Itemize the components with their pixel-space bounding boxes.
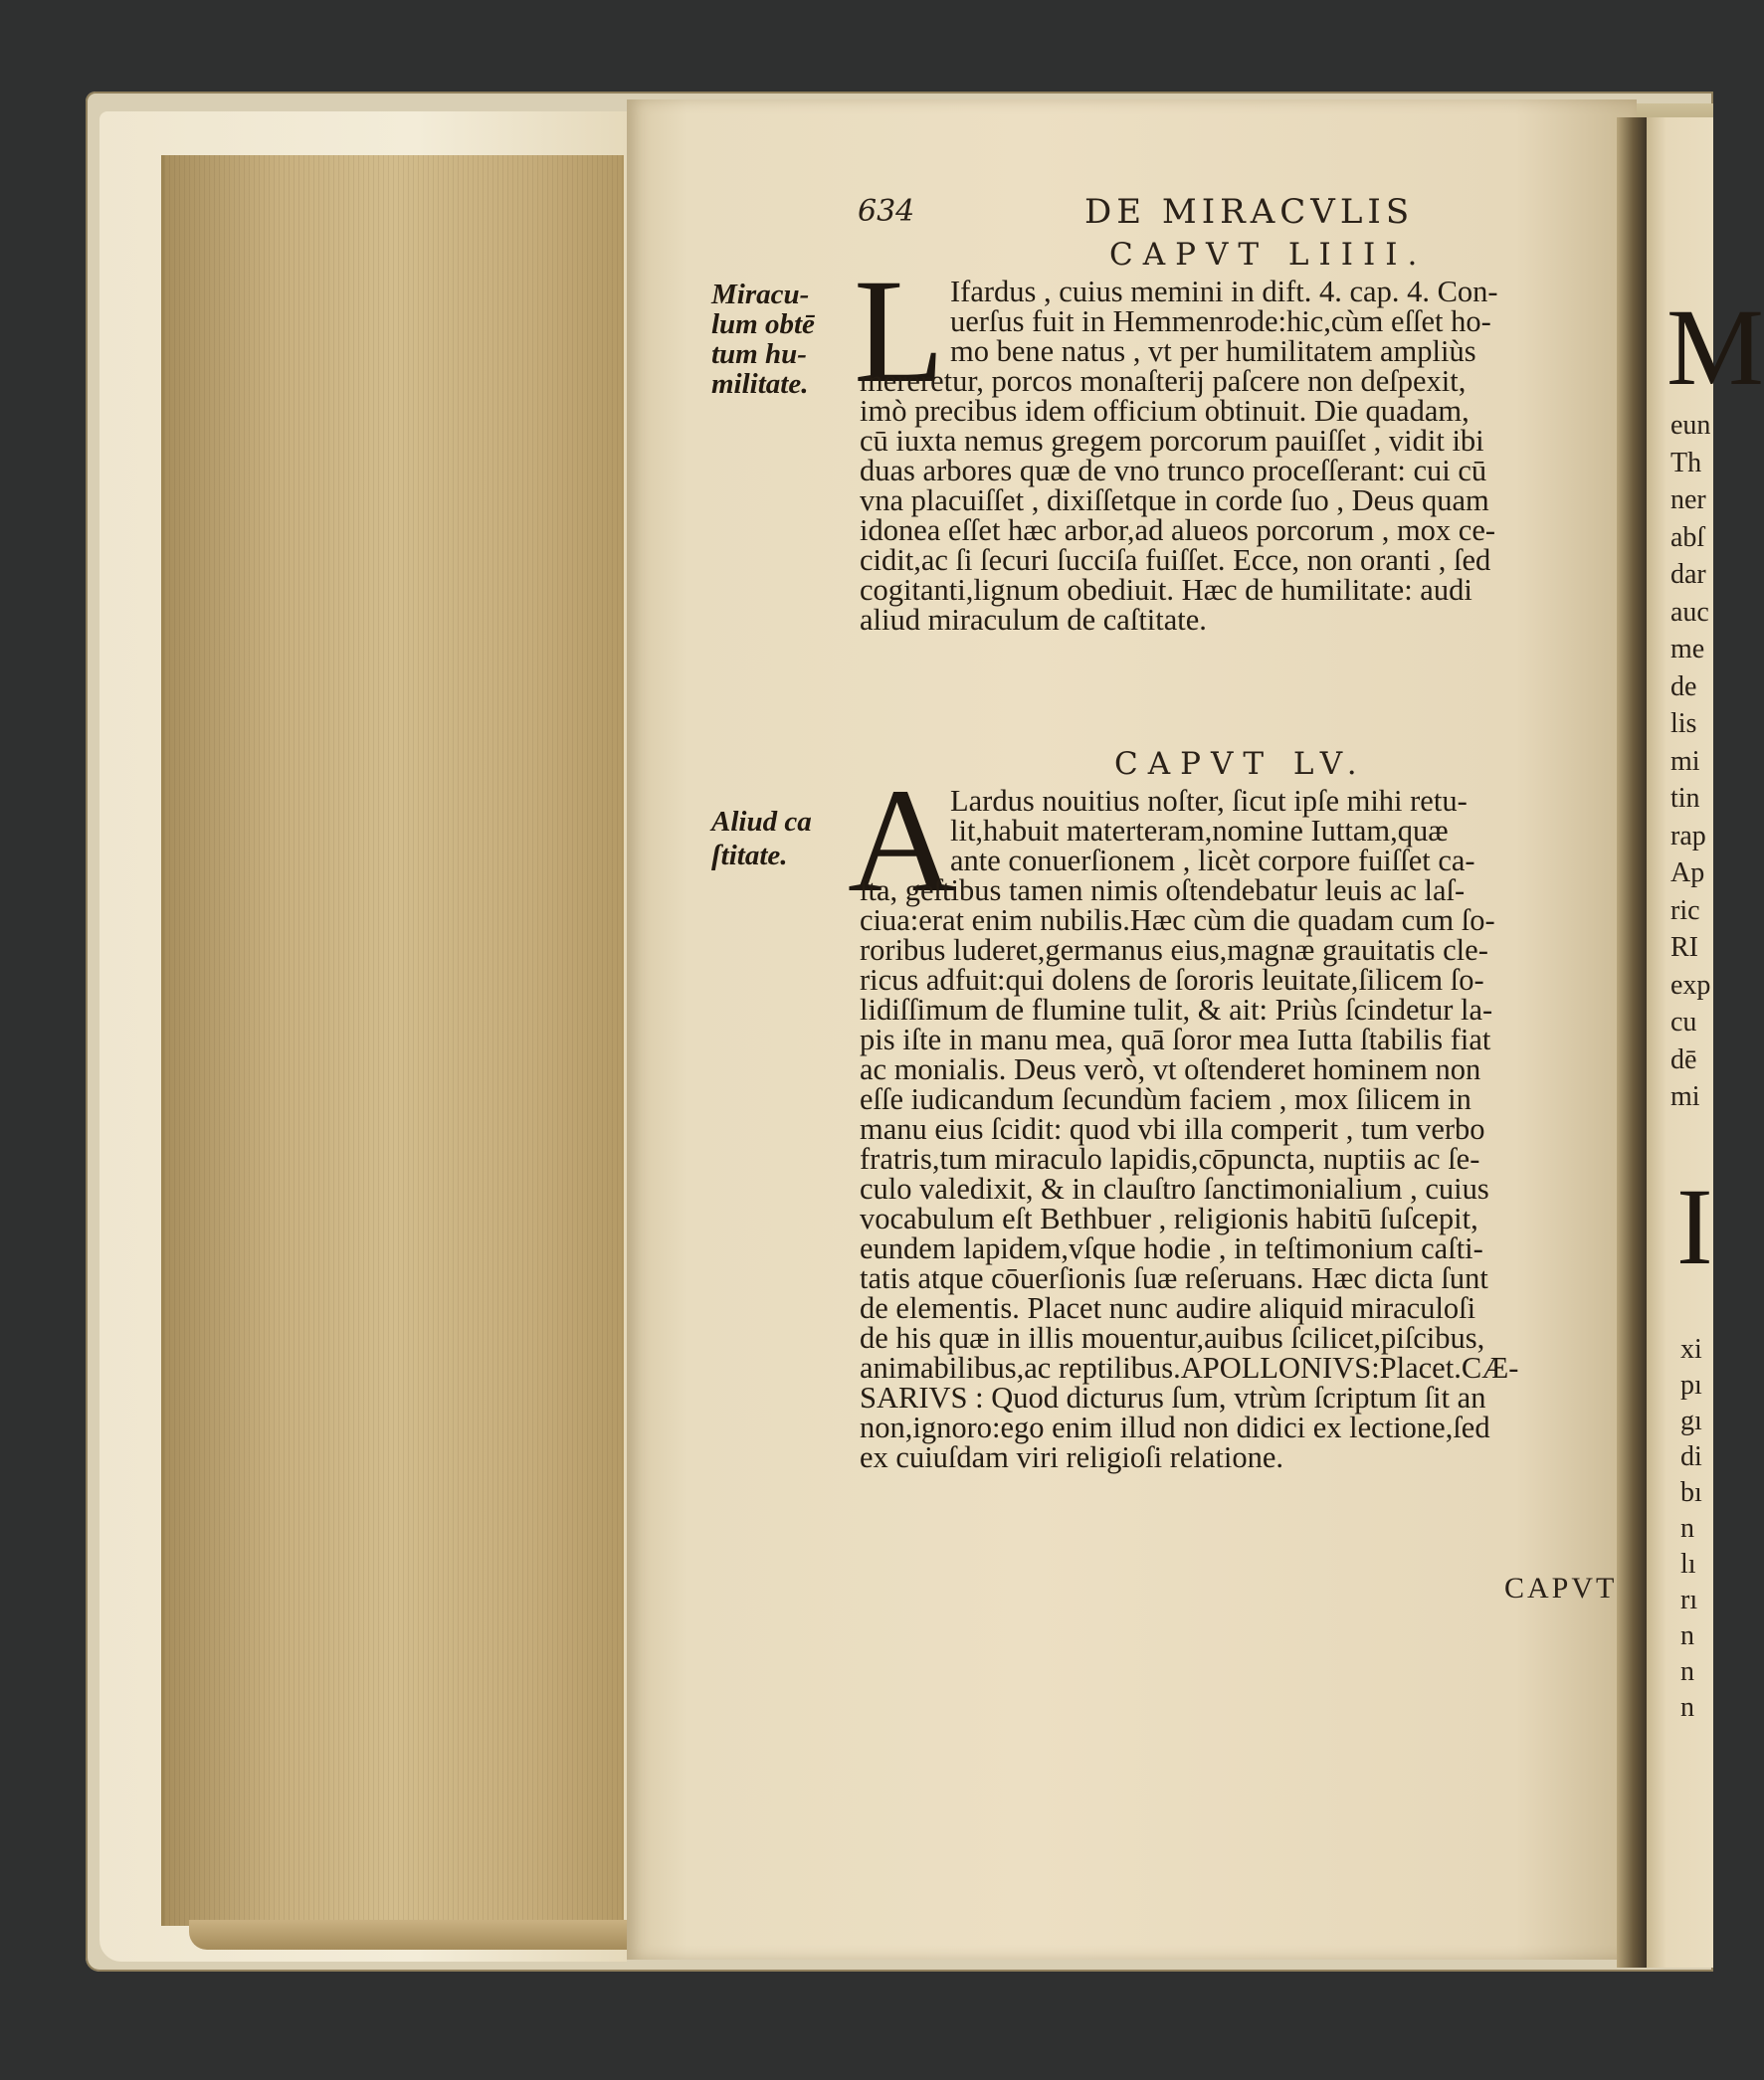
- facing-text-fragment: rı: [1680, 1585, 1698, 1615]
- facing-text-fragment: auc: [1670, 596, 1709, 628]
- running-title: DE MIRACVLIS: [1084, 192, 1415, 232]
- page-number: 634: [858, 194, 915, 229]
- facing-page: [1647, 117, 1764, 1968]
- facing-text-fragment: lis: [1670, 708, 1697, 739]
- facing-text-fragment: mi: [1670, 745, 1700, 777]
- facing-text-fragment: pı: [1680, 1370, 1702, 1401]
- text-line: ciua:erat enim nubilis.Hæc cùm die quadam cum ſo-: [860, 903, 1495, 937]
- facing-text-fragment: tin: [1670, 783, 1700, 814]
- drop-cap: L: [854, 249, 945, 414]
- text-line: duas arbores quæ de vno trunco proceſſerant: cui cū: [860, 454, 1487, 487]
- text-line: mereretur, porcos monaſterij paſcere non deſpexit,: [860, 364, 1467, 398]
- text-line: idonea eſſet hæc arbor,ad alueos porcorum , mox ce-: [860, 513, 1496, 547]
- facing-text-fragment: n: [1680, 1513, 1694, 1544]
- facing-text-fragment: n: [1680, 1692, 1694, 1723]
- facing-text-fragment: de: [1670, 670, 1697, 702]
- facing-text-fragment: rap: [1670, 820, 1706, 851]
- text-line: mo bene natus , vt per humilitatem ampliùs: [950, 334, 1476, 368]
- chapter-heading: CAPVT LV.: [1114, 746, 1367, 782]
- facing-drop-cap: I: [1676, 1166, 1713, 1287]
- text-line: aliud miraculum de caſtitate.: [860, 603, 1207, 637]
- facing-drop-cap: M: [1666, 286, 1764, 408]
- margin-note-line: tum hu-: [711, 338, 807, 370]
- facing-text-fragment: di: [1680, 1441, 1702, 1472]
- text-line: Lardus nouitius noſter, ſicut ipſe mihi retu-: [950, 784, 1468, 818]
- facing-text-fragment: n: [1680, 1620, 1694, 1651]
- facing-text-fragment: gı: [1680, 1406, 1702, 1436]
- facing-text-fragment: dar: [1670, 559, 1706, 590]
- text-line: de elementis. Placet nunc audire aliquid miraculoſi: [860, 1291, 1476, 1325]
- text-line: Ifardus , cuius memini in dift. 4. cap. 4. Con-: [950, 275, 1498, 308]
- text-line: animabilibus,ac reptilibus.APOLLONIVS:Placet.CÆ-: [860, 1351, 1519, 1385]
- book-gutter: [1617, 117, 1647, 1968]
- text-line: pis iſte in manu mea, quā ſoror mea Iutta ſtabilis fiat: [860, 1023, 1491, 1056]
- text-line: ex cuiuſdam viri religioſi relatione.: [860, 1440, 1284, 1474]
- facing-text-fragment: eun: [1670, 410, 1711, 441]
- text-line: culo valedixit, & in clauſtro ſanctimonialium , cuius: [860, 1172, 1489, 1206]
- text-line: vocabulum eſt Bethbuer , religionis habitū ſuſcepit,: [860, 1202, 1478, 1235]
- text-line: SARIVS : Quod dicturus ſum, vtrùm ſcriptum ſit an: [860, 1381, 1486, 1415]
- text-line: vna placuiſſet , dixiſſetque in corde ſuo , Deus quam: [860, 483, 1489, 517]
- facing-text-fragment: xi: [1680, 1334, 1702, 1365]
- chapter-heading: CAPVT LIIII.: [1109, 237, 1428, 273]
- facing-text-fragment: lı: [1680, 1549, 1696, 1580]
- text-line: uerſus fuit in Hemmenrode:hic,cùm eſſet ho-: [950, 304, 1491, 338]
- text-line: ſta, geſtibus tamen nimis oſtendebatur leuis ac laſ-: [860, 873, 1466, 907]
- text-line: cidit,ac ſi ſecuri ſucciſa fuiſſet. Ecce, non oranti , ſed: [860, 543, 1491, 577]
- text-line: imò precibus idem officium obtinuit. Die quadam,: [860, 394, 1470, 428]
- text-line: cogitanti,lignum obediuit. Hæc de humilitate: audi: [860, 573, 1472, 607]
- facing-text-fragment: dē: [1670, 1043, 1697, 1075]
- margin-note-line: Aliud ca: [711, 806, 812, 838]
- facing-text-fragment: n: [1680, 1656, 1694, 1687]
- margin-note-line: militate.: [711, 368, 809, 400]
- text-line: fratris,tum miraculo lapidis,cōpuncta, nuptiis ac ſe-: [860, 1142, 1480, 1176]
- text-line: cū iuxta nemus gregem porcorum pauiſſet , vidit ibi: [860, 424, 1484, 458]
- margin-note-line: ſtitate.: [711, 840, 788, 871]
- text-line: ac monialis. Deus verò, vt oſtenderet hominem non: [860, 1052, 1481, 1086]
- facing-text-fragment: me: [1670, 634, 1705, 664]
- drop-cap: A: [848, 758, 956, 923]
- text-line: lit,habuit materteram,nomine Iuttam,quæ: [950, 814, 1449, 848]
- catchword: CAPVT: [1504, 1572, 1618, 1605]
- text-line: roribus luderet,germanus eius,magnæ grauitatis cle-: [860, 933, 1488, 967]
- margin-note-line: Miracu-: [711, 279, 810, 310]
- margin-note-line: lum obtē: [711, 308, 815, 340]
- text-line: lidiſſimum de flumine tulit, & ait: Priùs ſcindetur la-: [860, 993, 1493, 1027]
- facing-text-fragment: mi: [1670, 1081, 1700, 1112]
- facing-text-fragment: cu: [1670, 1007, 1697, 1038]
- facing-text-fragment: Ap: [1670, 857, 1705, 888]
- text-line: ante conuerſionem , licèt corpore fuiſſet ca-: [950, 844, 1475, 877]
- facing-text-fragment: ric: [1670, 894, 1700, 926]
- text-line: non,ignoro:ego enim illud non didici ex lectione,ſed: [860, 1411, 1490, 1444]
- facing-text-fragment: ner: [1670, 484, 1706, 515]
- facing-text-fragment: bı: [1680, 1477, 1702, 1508]
- text-line: manu eius ſcidit: quod vbi illa comperit , tum verbo: [860, 1112, 1485, 1146]
- facing-text-fragment: abſ: [1670, 521, 1705, 553]
- text-line: eundem lapidem,vſque hodie , in teſtimonium caſti-: [860, 1231, 1483, 1265]
- page-block-bottom: [189, 1920, 627, 1950]
- text-line: tatis atque cōuerſionis ſuæ reſeruans. Hæc dicta ſunt: [860, 1261, 1488, 1295]
- text-line: de his quæ in illis mouentur,auibus ſcilicet,piſcibus,: [860, 1321, 1485, 1355]
- text-line: eſſe iudicandum ſecundùm faciem , mox ſilicem in: [860, 1082, 1471, 1116]
- text-line: ricus adfuit:qui dolens de ſororis leuitate,ſilicem ſo-: [860, 963, 1484, 997]
- facing-text-fragment: RI: [1670, 932, 1698, 963]
- facing-text-fragment: Th: [1670, 447, 1702, 478]
- facing-text-fragment: exp: [1670, 969, 1711, 1001]
- page-block-edge: [161, 155, 624, 1926]
